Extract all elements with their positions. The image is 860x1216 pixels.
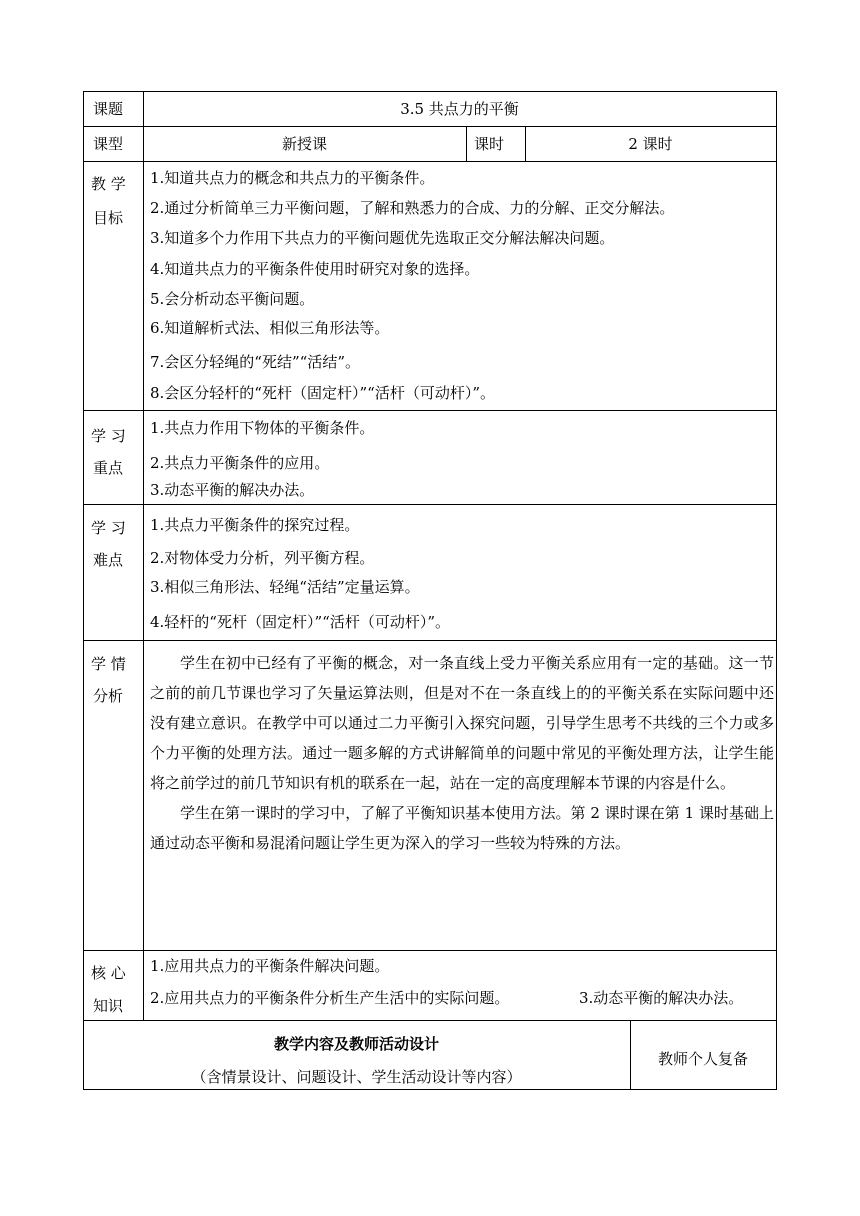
type-label: 课型: [93, 135, 124, 153]
hours-label: 课时: [474, 135, 505, 153]
footer-right: 教师个人复备: [657, 1050, 748, 1068]
goal-item: 1.知道共点力的概念和共点力的平衡条件。: [150, 169, 435, 187]
core-item: 3.动态平衡的解决办法。: [579, 989, 744, 1007]
key-point-item: 2.共点力平衡条件的应用。: [150, 454, 330, 472]
analysis-text: [150, 648, 774, 858]
goal-item: 4.知道共点力的平衡条件使用时研究对象的选择。: [150, 260, 480, 278]
goal-item: 6.知道解析式法、相似三角形法等。: [150, 319, 390, 337]
key-point-item: 3.动态平衡的解决办法。: [150, 481, 315, 499]
difficulty-item: 1.共点力平衡条件的探究过程。: [150, 516, 360, 534]
difficulties-label-2: 难点: [93, 551, 124, 569]
goal-item: 7.会区分轻绳的“死结”“活结”。: [150, 353, 360, 371]
analysis-paragraph: 学生在第一课时的学习中，了解了平衡知识基本使用方法。第 2 课时课在第 1 课时基础上通过动态平衡和易混淆问题让学生更为深入的学习一些较为特殊的方法。: [150, 804, 774, 852]
goals-label-2: 目标: [93, 209, 124, 227]
topic-label: 课题: [93, 100, 124, 118]
key-points-label-1: 学 习: [91, 427, 126, 445]
footer-subtitle: （含情景设计、问题设计、学生活动设计等内容）: [191, 1068, 522, 1086]
difficulty-item: 4.轻杆的“死杆（固定杆）”“活杆（可动杆）”。: [150, 613, 450, 631]
core-label-2: 知识: [93, 997, 124, 1015]
difficulty-item: 3.相似三角形法、轻绳“活结”定量运算。: [150, 578, 420, 596]
goal-item: 8.会区分轻杆的“死杆（固定杆）”“活杆（可动杆）”。: [150, 384, 495, 402]
analysis-label-1: 学 情: [91, 655, 126, 673]
analysis-label-2: 分析: [93, 687, 124, 705]
key-points-label-2: 重点: [93, 459, 124, 477]
goal-item: 3.知道多个力作用下共点力的平衡问题优先选取正交分解法解决问题。: [150, 229, 615, 247]
core-item: 2.应用共点力的平衡条件分析生产生活中的实际问题。: [150, 989, 510, 1007]
difficulties-label-1: 学 习: [91, 519, 126, 537]
core-item: 1.应用共点力的平衡条件解决问题。: [150, 957, 390, 975]
core-label-1: 核 心: [91, 964, 126, 982]
goals-label-1: 教 学: [91, 175, 126, 193]
key-point-item: 1.共点力作用下物体的平衡条件。: [150, 419, 375, 437]
topic-value: 3.5 共点力的平衡: [400, 100, 519, 118]
goal-item: 2.通过分析简单三力平衡问题，了解和熟悉力的合成、力的分解、正交分解法。: [150, 199, 675, 217]
type-value: 新授课: [281, 135, 327, 153]
footer-title: 教学内容及教师活动设计: [273, 1035, 439, 1053]
goal-item: 5.会分析动态平衡问题。: [150, 290, 315, 308]
analysis-paragraph: 学生在初中已经有了平衡的概念，对一条直线上受力平衡关系应用有一定的基础。这一节之前的前几节课也学习了矢量运算法则，但是对不在一条直线上的的平衡关系在实际问题中还没有建立意识。在教学中可以通过二力平衡引入探究问题，引导学生思考不共线的三个力或多个力平衡的处理方法。通过一题多解的方式讲解简单的问题中常见的平衡处理方法，让学生能将之前学过的前几节知识有机的联系在一起，站在一定的高度理解本节课的内容是什么。: [150, 654, 774, 792]
difficulty-item: 2.对物体受力分析，列平衡方程。: [150, 549, 375, 567]
hours-value: 2 课时: [628, 135, 673, 153]
